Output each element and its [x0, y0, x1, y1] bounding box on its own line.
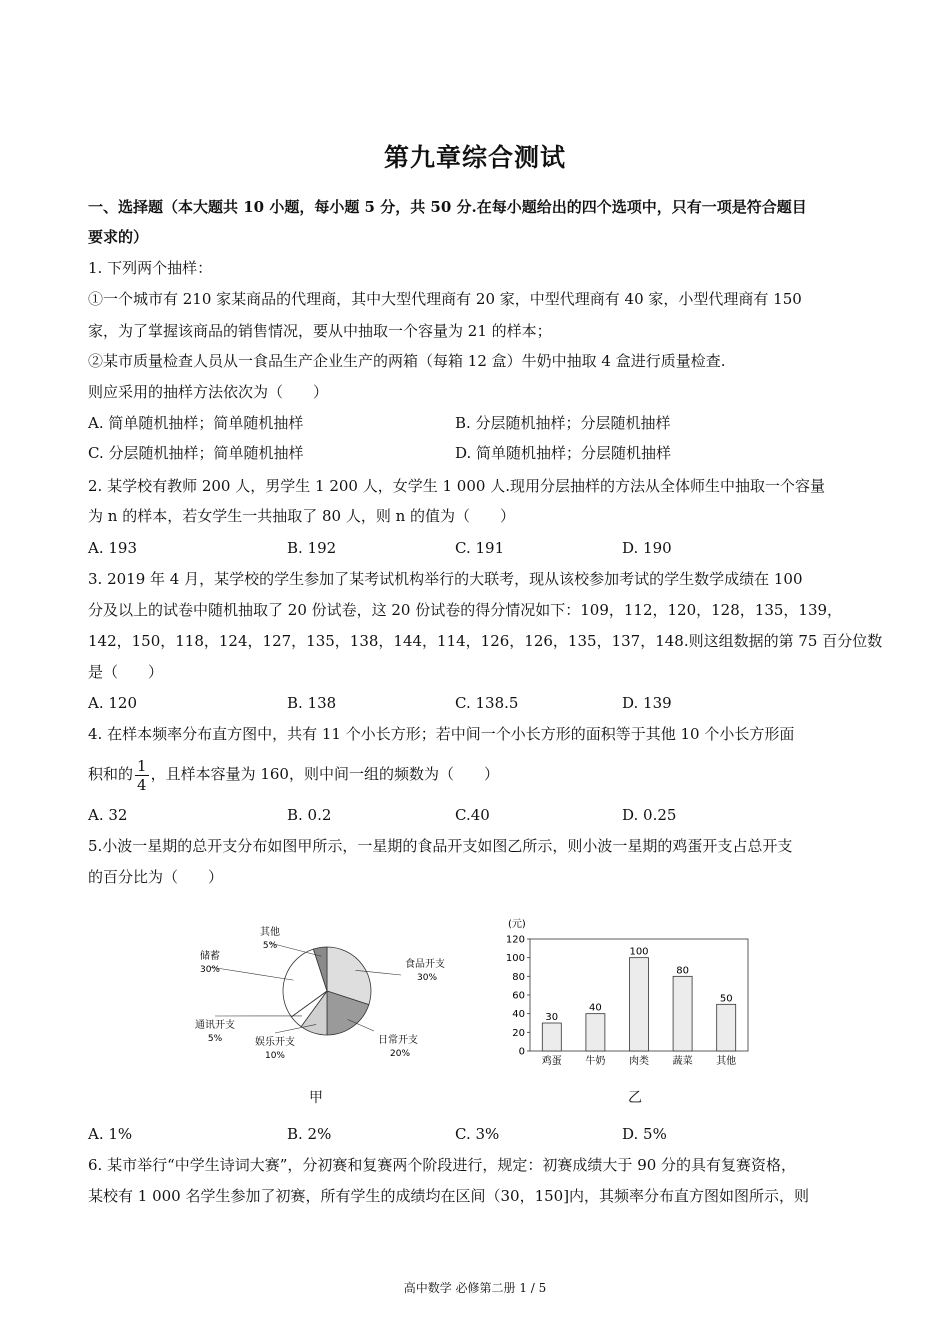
fig2-caption: 乙: [628, 1090, 642, 1106]
q5-option-c: C. 3%: [455, 1125, 500, 1143]
pie-label: 日常开支: [378, 1035, 418, 1046]
q4-option-a: A. 32: [88, 806, 128, 824]
q1-item1-line1: ①一个城市有 210 家某商品的代理商，其中大型代理商有 20 家，中型代理商有 40 家，小型代理商有 150: [88, 290, 802, 308]
q6-line2: 某校有 1 000 名学生参加了初赛，所有学生的成绩均在区间（30，150]内，其频率分布直方图如图所示，则: [88, 1187, 810, 1205]
bar-肉类: [630, 958, 649, 1051]
bar-value-label: 40: [589, 1002, 602, 1014]
bar-chart: [500, 915, 770, 1075]
q4-line2-post: ，且样本容量为 160，则中间一组的频数为（ ）: [150, 765, 499, 783]
y-tick-label: 80: [512, 971, 525, 983]
pie-label: 娱乐开支: [255, 1037, 295, 1048]
pie-percent-label: 5%: [207, 1034, 223, 1044]
section-heading-line2: 要求的）: [88, 228, 149, 246]
pie-label: 通讯开支: [195, 1020, 235, 1031]
bar-value-label: 50: [719, 993, 733, 1005]
y-tick-label: 60: [512, 990, 525, 1002]
pie-leader-line: [210, 967, 294, 980]
q2-option-b: B. 192: [287, 539, 337, 557]
q4-line2-pre: 积和的: [88, 765, 134, 783]
y-tick-label: 0: [518, 1046, 525, 1058]
bar-鸡蛋: [542, 1023, 561, 1051]
q1-ask: 则应采用的抽样方法依次为（ ）: [88, 383, 329, 401]
bar-category-label: 牛奶: [585, 1056, 606, 1067]
q5-line2: 的百分比为（ ）: [88, 868, 224, 886]
fig1-caption: 甲: [309, 1090, 323, 1106]
bar-value-label: 100: [629, 946, 649, 958]
bar-category-label: 蔬菜: [672, 1056, 693, 1067]
q5-option-d: D. 5%: [622, 1125, 667, 1143]
q3-option-a: A. 120: [88, 694, 137, 712]
fraction: [135, 757, 149, 794]
bar-其他: [717, 1004, 736, 1051]
q2-option-d: D. 190: [622, 539, 672, 557]
bar-蔬菜: [673, 976, 692, 1051]
pie-label: 储蓄: [200, 951, 220, 962]
q2-line1: 2. 某学校有教师 200 人，男学生 1 200 人，女学生 1 000 人.现用分层抽样的方法从全体师生中抽取一个容量: [88, 477, 825, 495]
q3-line2: 分及以上的试卷中随机抽取了 20 份试卷，这 20 份试卷的得分情况如下：109，112，120，128，135，139，: [88, 601, 843, 619]
q2-option-a: A. 193: [88, 539, 137, 557]
pie-percent-label: 10%: [264, 1051, 286, 1061]
q3-line1: 3. 2019 年 4 月，某学校的学生参加了某考试机构举行的大联考，现从该校参加考试的学生数学成绩在 100: [88, 570, 803, 588]
q4-line1: 4. 在样本频率分布直方图中，共有 11 个小长方形；若中间一个小长方形的面积等于其他 10 个小长方形面: [88, 725, 795, 743]
q5-option-b: B. 2%: [287, 1125, 332, 1143]
q1-option-d: D. 简单随机抽样；分层随机抽样: [455, 444, 672, 462]
fraction-numerator: 1: [137, 756, 147, 775]
q2-option-c: C. 191: [455, 539, 505, 557]
q1-item2: ②某市质量检查人员从一食品生产企业生产的两箱（每箱 12 盒）牛奶中抽取 4 盒进行质量检查.: [88, 352, 726, 370]
q2-line2: 为 n 的样本，若女学生一共抽取了 80 人，则 n 的值为（ ）: [88, 507, 516, 525]
bar-value-label: 80: [676, 965, 689, 977]
q1-item1-line2: 家，为了掌握该商品的销售情况，要从中抽取一个容量为 21 的样本；: [88, 322, 552, 340]
y-tick-label: 20: [512, 1027, 525, 1039]
q3-option-d: D. 139: [622, 694, 672, 712]
q5-option-a: A. 1%: [88, 1125, 133, 1143]
pie-percent-label: 30%: [199, 965, 221, 975]
q3-option-c: C. 138.5: [455, 694, 519, 712]
y-tick-label: 100: [505, 953, 525, 965]
bar-category-label: 鸡蛋: [541, 1056, 562, 1067]
bar-牛奶: [586, 1014, 605, 1051]
page-title: 第九章综合测试: [383, 143, 566, 172]
pie-chart: [180, 915, 460, 1085]
pie-percent-label: 30%: [417, 973, 438, 983]
y-tick-label: 120: [505, 934, 525, 946]
bar-category-label: 肉类: [629, 1056, 649, 1067]
pie-percent-label: 5%: [262, 941, 278, 951]
q4-line2: [88, 754, 499, 794]
y-axis-unit: (元): [508, 919, 526, 930]
q1-option-b: B. 分层随机抽样；分层随机抽样: [455, 414, 671, 432]
page-footer: 高中数学 必修第二册 1 / 5: [403, 1281, 547, 1295]
bar-value-label: 30: [545, 1012, 559, 1023]
pie-label: 其他: [260, 927, 280, 938]
q5-line1: 5.小波一星期的总开支分布如图甲所示，一星期的食品开支如图乙所示，则小波一星期的鸡蛋开支占总开支: [88, 837, 793, 855]
q6-line1: 6. 某市举行“中学生诗词大赛”，分初赛和复赛两个阶段进行，规定：初赛成绩大于 90 分的具有复赛资格，: [88, 1156, 797, 1174]
q4-option-b: B. 0.2: [287, 806, 332, 824]
q1-stem: 1. 下列两个抽样：: [88, 259, 213, 277]
q4-option-c: C.40: [455, 806, 490, 824]
pie-label: 食品开支: [405, 959, 445, 970]
q1-option-c: C. 分层随机抽样；简单随机抽样: [88, 444, 304, 462]
q4-option-d: D. 0.25: [622, 806, 677, 824]
fraction-denominator: 4: [137, 775, 147, 794]
q3-option-b: B. 138: [287, 694, 337, 712]
section-heading-line1: 一、选择题（本大题共 10 小题，每小题 5 分，共 50 分.在每小题给出的四个选项中，只有一项是符合题目: [88, 198, 807, 216]
q3-line4: 是（ ）: [88, 663, 164, 681]
bar-category-label: 其他: [716, 1056, 737, 1067]
y-tick-label: 40: [512, 1009, 525, 1021]
q3-line3: 142，150，118，124，127，135，138，144，114，126，126，135，137，148.则这组数据的第 75 百分位数: [88, 632, 883, 650]
q1-option-a: A. 简单随机抽样；简单随机抽样: [88, 414, 304, 432]
pie-percent-label: 20%: [390, 1049, 411, 1059]
